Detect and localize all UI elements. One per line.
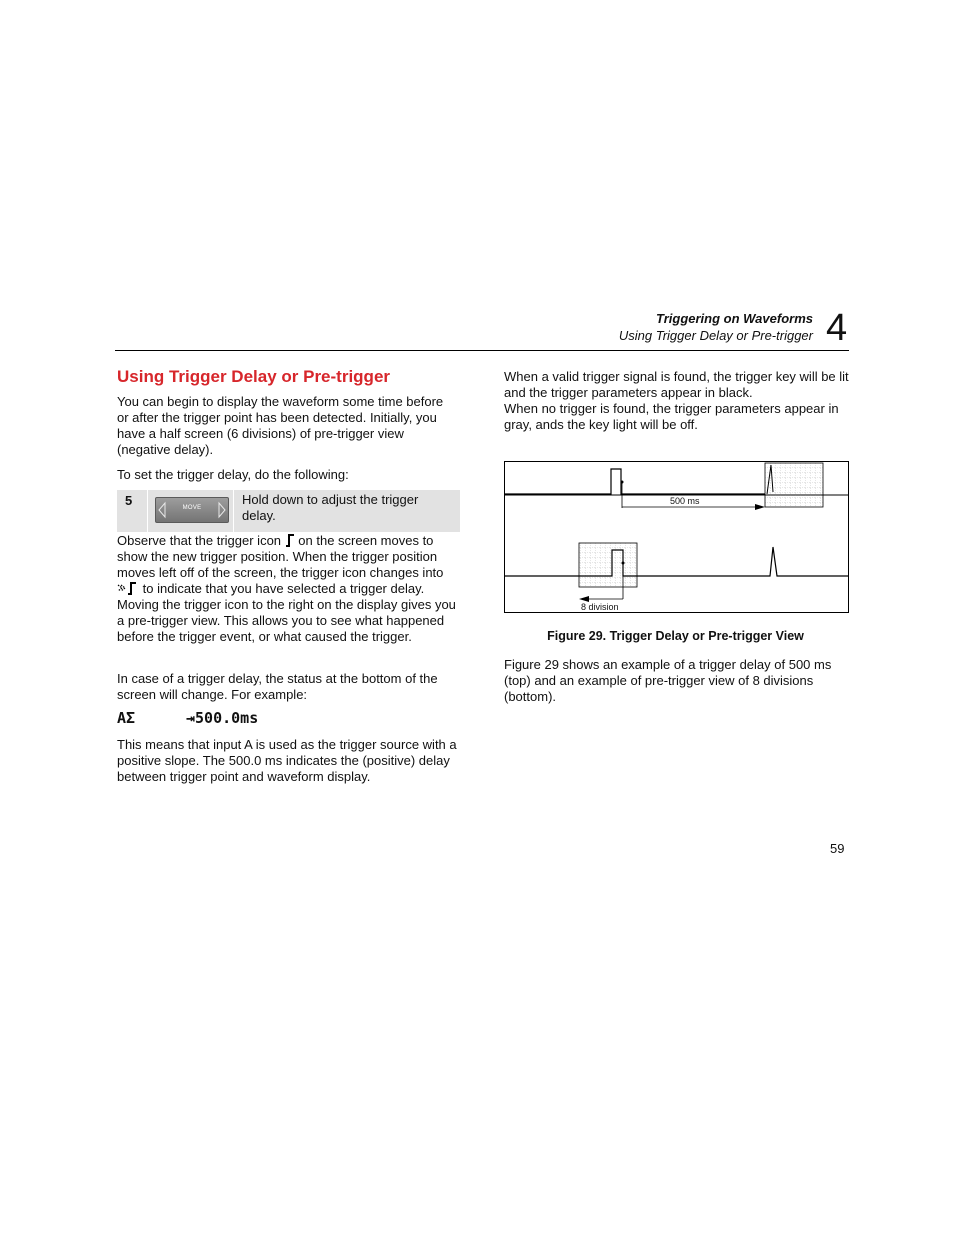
status-trigger-delay: ⇥500.0ms (186, 709, 259, 727)
trigger-icon (285, 533, 295, 547)
step-divider (147, 490, 148, 532)
figure-caption: Figure 29. Trigger Delay or Pre-trigger View (547, 629, 804, 643)
right-paragraph-2: When no trigger is found, the trigger parameters appear in gray, ands the key light will be off. (504, 401, 839, 432)
figure-diagram (505, 462, 848, 612)
bottom-screen-window (579, 543, 637, 587)
observe-text-3: to indicate that you have selected a trigger delay. Moving the trigger icon to the right on the display gives you a pre-trigger view. This allows you to see what happened before the trigger event, or what caused the trigger. (117, 581, 456, 644)
status-intro-paragraph: In case of a trigger delay, the status at the bottom of the screen will change. For example: (117, 671, 438, 702)
observe-paragraph (117, 533, 457, 645)
status-trigger-source: AƩ (117, 709, 136, 727)
top-waveform (505, 469, 765, 494)
step-text: Hold down to adjust the trigger delay. (242, 492, 419, 523)
move-key-label: MOVE (182, 505, 202, 511)
running-header-chapter: Triggering on Waveforms (656, 311, 813, 326)
instruction-paragraph: To set the trigger delay, do the following: (117, 467, 349, 482)
right-paragraph-3: Figure 29 shows an example of a trigger delay of 500 ms (top) and an example of pre-trigger view of 8 divisions (bottom). (504, 657, 832, 704)
figure-trigger-delay (504, 461, 849, 613)
header-rule (115, 350, 849, 351)
step-number: 5 (125, 493, 133, 508)
step-row (117, 490, 460, 532)
observe-text-1: Observe that the trigger icon (117, 533, 282, 548)
status-explanation-paragraph: This means that input A is used as the trigger source with a positive slope. The 500.0 ms indicates the (positive) delay between trigger point and waveform display. (117, 737, 457, 784)
chapter-number: 4 (826, 307, 848, 349)
top-screen-window (765, 463, 823, 507)
running-header-section: Using Trigger Delay or Pre-trigger (618, 328, 813, 343)
page-number: 59 (830, 841, 845, 856)
figure-label-500ms: 500 ms (670, 496, 700, 506)
section-heading: Using Trigger Delay or Pre-trigger (117, 367, 391, 386)
intro-paragraph: You can begin to display the waveform some time before or after the trigger point has been detected. Initially, you have a half screen (6 divisions) of pre-trigger view (negative delay). (117, 394, 444, 457)
figure-label-8-division: 8 division (581, 602, 619, 612)
trigger-delay-icon (117, 581, 139, 595)
bottom-waveform (637, 547, 848, 576)
right-paragraph-1: When a valid trigger signal is found, the trigger key will be lit and the trigger parameters appear in black. (504, 369, 849, 400)
move-key-button (155, 497, 229, 523)
observe-text-2: on the screen moves to show the new trigger position. When the trigger position moves left off of the screen, the trigger icon changes into (117, 533, 444, 580)
step-divider (233, 490, 234, 532)
